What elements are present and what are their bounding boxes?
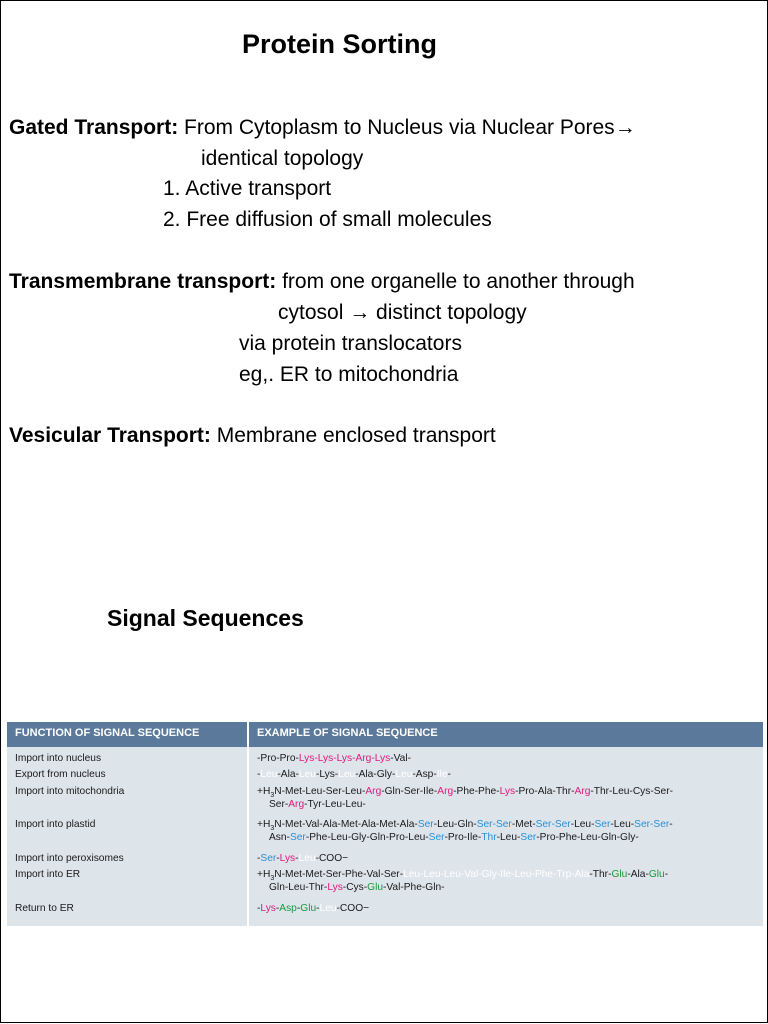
residues: -	[257, 853, 261, 864]
function-cell: Import into plastid	[15, 819, 96, 830]
sequence-cell-return-er	[257, 902, 369, 915]
basic-residue: Lys	[499, 786, 516, 797]
residues: Asn-	[269, 832, 290, 843]
lys-residue: Lys	[279, 853, 296, 864]
hydrophobic-core: Leu-Leu-Leu-Val-Gly-Ile-Leu-Phe-Trp-Ala	[403, 869, 590, 880]
gated-transport-desc: From Cytoplasm to Nucleus via Nuclear Pores	[178, 116, 615, 139]
function-cell: Return to ER	[15, 903, 74, 914]
residues: -Ala-	[627, 869, 649, 880]
hydrophobic-residue: Leu	[260, 769, 278, 780]
gated-transport-line	[9, 116, 636, 140]
column-divider	[247, 722, 249, 926]
residues: -Leu-	[610, 819, 635, 830]
residues: -Lys-	[315, 769, 339, 780]
hydrophobic-residue: Leu	[298, 769, 316, 780]
vesicular-desc: Membrane enclosed transport	[210, 424, 496, 447]
header-function: FUNCTION OF SIGNAL SEQUENCE	[15, 727, 200, 739]
residues: -COO−	[336, 903, 370, 914]
residues: -Leu-Gln-	[433, 819, 477, 830]
residues: -Thr-Leu-Cys-Ser-	[590, 786, 673, 797]
residues: -Leu-	[570, 819, 595, 830]
distinct-topology-text: distinct topology	[370, 301, 527, 324]
residues: N-Met-Val-Ala-Met-Ala-Met-Ala-	[274, 819, 418, 830]
basic-residue: Arg	[437, 786, 454, 797]
residues: -	[257, 903, 261, 914]
residues: -Met-	[511, 819, 536, 830]
residues: -	[276, 853, 280, 864]
hydroxyl-residue: Ser	[594, 819, 611, 830]
cytosol-text: cytosol	[278, 301, 350, 324]
acidic-residue: Glu	[367, 882, 383, 893]
signal-sequence-table	[7, 722, 763, 926]
residues: -	[316, 903, 320, 914]
transmembrane-desc: from one organelle to another through	[276, 270, 635, 293]
function-cell: Import into peroxisomes	[15, 853, 124, 864]
basic-residue: Lys	[327, 882, 343, 893]
hydrophobic-residue: Ile	[436, 769, 448, 780]
example-line: eg,. ER to mitochondria	[239, 363, 459, 386]
sequence-cell-er-2	[269, 881, 445, 894]
hydroxyl-residue: Ser	[289, 832, 306, 843]
asp-residue: Asp	[279, 903, 297, 914]
transmembrane-line	[9, 270, 635, 294]
subscript: 3	[270, 875, 275, 883]
hydrophobic-residue: Leu	[338, 769, 356, 780]
residues: -Leu-	[496, 832, 521, 843]
function-cell: Import into ER	[15, 869, 81, 880]
residues: -COO−	[315, 853, 349, 864]
residues: +H	[257, 819, 271, 830]
residues: -Thr-	[589, 869, 612, 880]
residues: -Tyr-Leu-Leu-	[304, 799, 366, 810]
transmembrane-topology	[278, 301, 527, 325]
residues: -Val-Phe-Gln-	[383, 882, 445, 893]
residues: -Pro-Ile-	[444, 832, 482, 843]
slide-title: Signal Sequences	[107, 605, 304, 631]
residues: -Ala-Gly-	[355, 769, 396, 780]
slide-title: Protein Sorting	[242, 29, 437, 59]
residues: -Cys-	[342, 882, 368, 893]
sequence-cell-plastid-2	[269, 831, 639, 844]
glu-residue: Glu	[300, 903, 317, 914]
function-cell: Import into mitochondria	[15, 786, 125, 797]
residues: Ser-	[269, 799, 289, 810]
sequence-cell-peroxisome	[257, 852, 348, 865]
function-cell: Export from nucleus	[15, 769, 106, 780]
residues: +H	[257, 786, 271, 797]
table-header	[7, 722, 763, 747]
gated-item-2: 2. Free diffusion of small molecules	[163, 208, 492, 231]
residues: N-Met-Leu-Ser-Leu-	[274, 786, 366, 797]
residues: -	[257, 769, 261, 780]
residues: -	[447, 769, 451, 780]
sequence-cell-nucleus	[257, 752, 411, 765]
transmembrane-label: Transmembrane transport:	[9, 270, 277, 293]
gated-transport-label: Gated Transport:	[9, 116, 179, 139]
function-cell: Import into nucleus	[15, 753, 102, 764]
hydrophobic-residue: Leu	[395, 769, 413, 780]
gated-item-1: 1. Active transport	[163, 177, 332, 200]
basic-residue: Arg	[288, 799, 305, 810]
residues: Gln-Leu-Thr-	[269, 882, 328, 893]
hydroxyl-residue: Ser-Ser	[476, 819, 512, 830]
residues: -Pro-Phe-Leu-Gln-Gly-	[536, 832, 639, 843]
residues: -Val-	[390, 753, 411, 764]
residues: -Phe-Phe-	[453, 786, 500, 797]
hydroxyl-residue: Thr	[481, 832, 497, 843]
ser-residue: Ser	[260, 853, 277, 864]
leu-residue: Leu	[319, 903, 337, 914]
residues: -Pro-Ala-Thr-	[515, 786, 575, 797]
hydroxyl-residue: Ser-Ser	[634, 819, 670, 830]
sequence-cell-export	[257, 768, 451, 781]
gated-topology: identical topology	[201, 147, 364, 170]
sequence-cell-mito-2	[269, 798, 366, 811]
residues: -Pro-Pro-	[257, 753, 299, 764]
translocators-line: via protein translocators	[239, 332, 462, 355]
vesicular-transport-line	[9, 424, 496, 448]
subscript: 3	[270, 825, 275, 833]
hydroxyl-residue: Ser-Ser	[535, 819, 571, 830]
basic-residue: Arg	[365, 786, 382, 797]
lys-residue: Lys	[260, 903, 276, 914]
acidic-residue: Glu	[648, 869, 665, 880]
slide-signal-sequences	[0, 575, 768, 1023]
residues: -Asp-	[412, 769, 437, 780]
residues: +H	[257, 869, 271, 880]
residues: -	[275, 903, 280, 914]
acidic-residue: Glu	[611, 869, 628, 880]
residues: -	[664, 869, 669, 880]
residues: -	[295, 853, 299, 864]
leu-residue: Leu	[298, 853, 316, 864]
subscript: 3	[270, 792, 275, 800]
residues: N-Met-Met-Ser-Phe-Val-Ser-	[274, 869, 404, 880]
residues: -	[669, 819, 673, 830]
residues: -Phe-Leu-Gly-Gln-Pro-Leu-	[305, 832, 429, 843]
residues: -Ala-	[277, 769, 299, 780]
residues: -Gln-Ser-Ile-	[381, 786, 438, 797]
basic-residues: Lys-Lys-Lys-Arg-Lys	[298, 753, 391, 764]
right-arrow-icon: →	[349, 301, 371, 324]
hydroxyl-residue: Ser	[428, 832, 445, 843]
basic-residue: Arg	[574, 786, 591, 797]
hydroxyl-residue: Ser	[520, 832, 537, 843]
header-example: EXAMPLE OF SIGNAL SEQUENCE	[257, 727, 438, 739]
hydroxyl-residue: Ser	[417, 819, 434, 830]
right-arrow-icon: →	[614, 116, 636, 139]
vesicular-label: Vesicular Transport:	[9, 424, 211, 447]
residues: -	[296, 903, 301, 914]
